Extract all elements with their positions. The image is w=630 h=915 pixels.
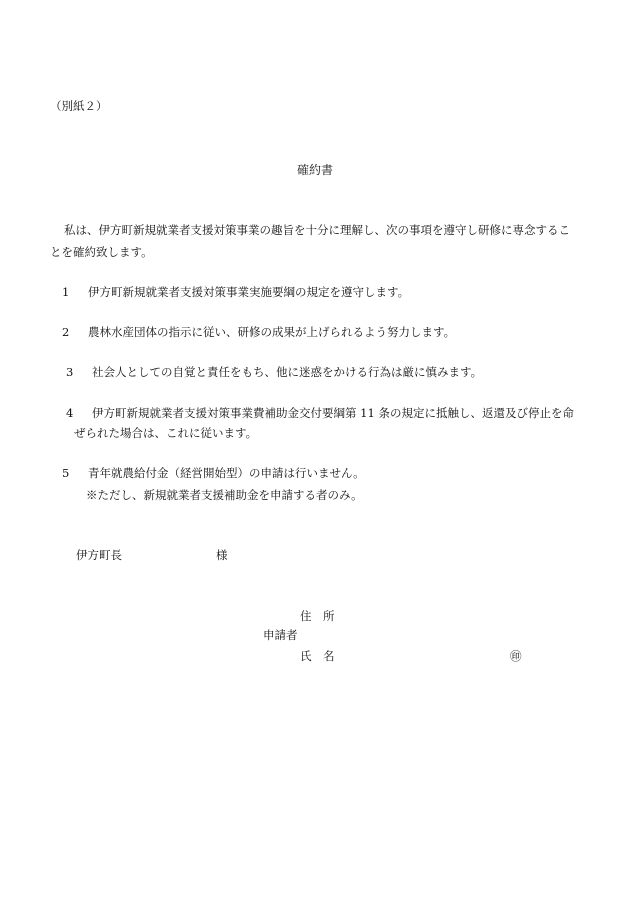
item-text: 青年就農給付金（経営開始型）の申請は行いません。	[88, 466, 365, 480]
list-item	[66, 364, 482, 380]
item-text: 社会人としての自覚と責任をもち、他に迷惑をかける行為は厳に慎みます。	[92, 365, 483, 379]
item-number: 3	[66, 365, 74, 379]
item-text-continuation: ぜられた場合は、これに従います。	[74, 426, 258, 440]
addressee: 伊方町長	[76, 548, 122, 562]
item-text: 伊方町新規就業者支援対策事業実施要綱の規定を遵守します。	[88, 285, 410, 299]
item-text: 農林水産団体の指示に従い、研修の成果が上げられるよう努力します。	[88, 325, 456, 339]
list-item	[62, 465, 365, 481]
applicant-label: 申請者	[263, 628, 298, 642]
seal-icon: ㊞	[510, 649, 522, 663]
intro-line-1: 私は、伊方町新規就業者支援対策事業の趣旨を十分に理解し、次の事項を遵守し研修に専念するこ	[64, 223, 570, 237]
name-label: 氏 名	[300, 649, 335, 663]
list-item	[62, 324, 455, 340]
item-number: 4	[66, 406, 74, 420]
item-note: ※ただし、新規就業者支援補助金を申請する者のみ。	[86, 488, 363, 502]
attachment-label: （別紙２）	[50, 99, 108, 113]
address-label: 住 所	[300, 609, 335, 623]
addressee-honorific: 様	[216, 548, 228, 562]
document-title: 確約書	[296, 163, 333, 177]
item-text: 伊方町新規就業者支援対策事業費補助金交付要綱第 11 条の規定に抵触し、返還及び停止を命	[92, 406, 574, 420]
item-number: 1	[62, 285, 70, 299]
list-item	[66, 405, 574, 421]
list-item	[62, 284, 409, 300]
item-number: 5	[62, 466, 70, 480]
intro-line-2: とを確約致します。	[50, 245, 153, 259]
item-number: 2	[62, 325, 70, 339]
